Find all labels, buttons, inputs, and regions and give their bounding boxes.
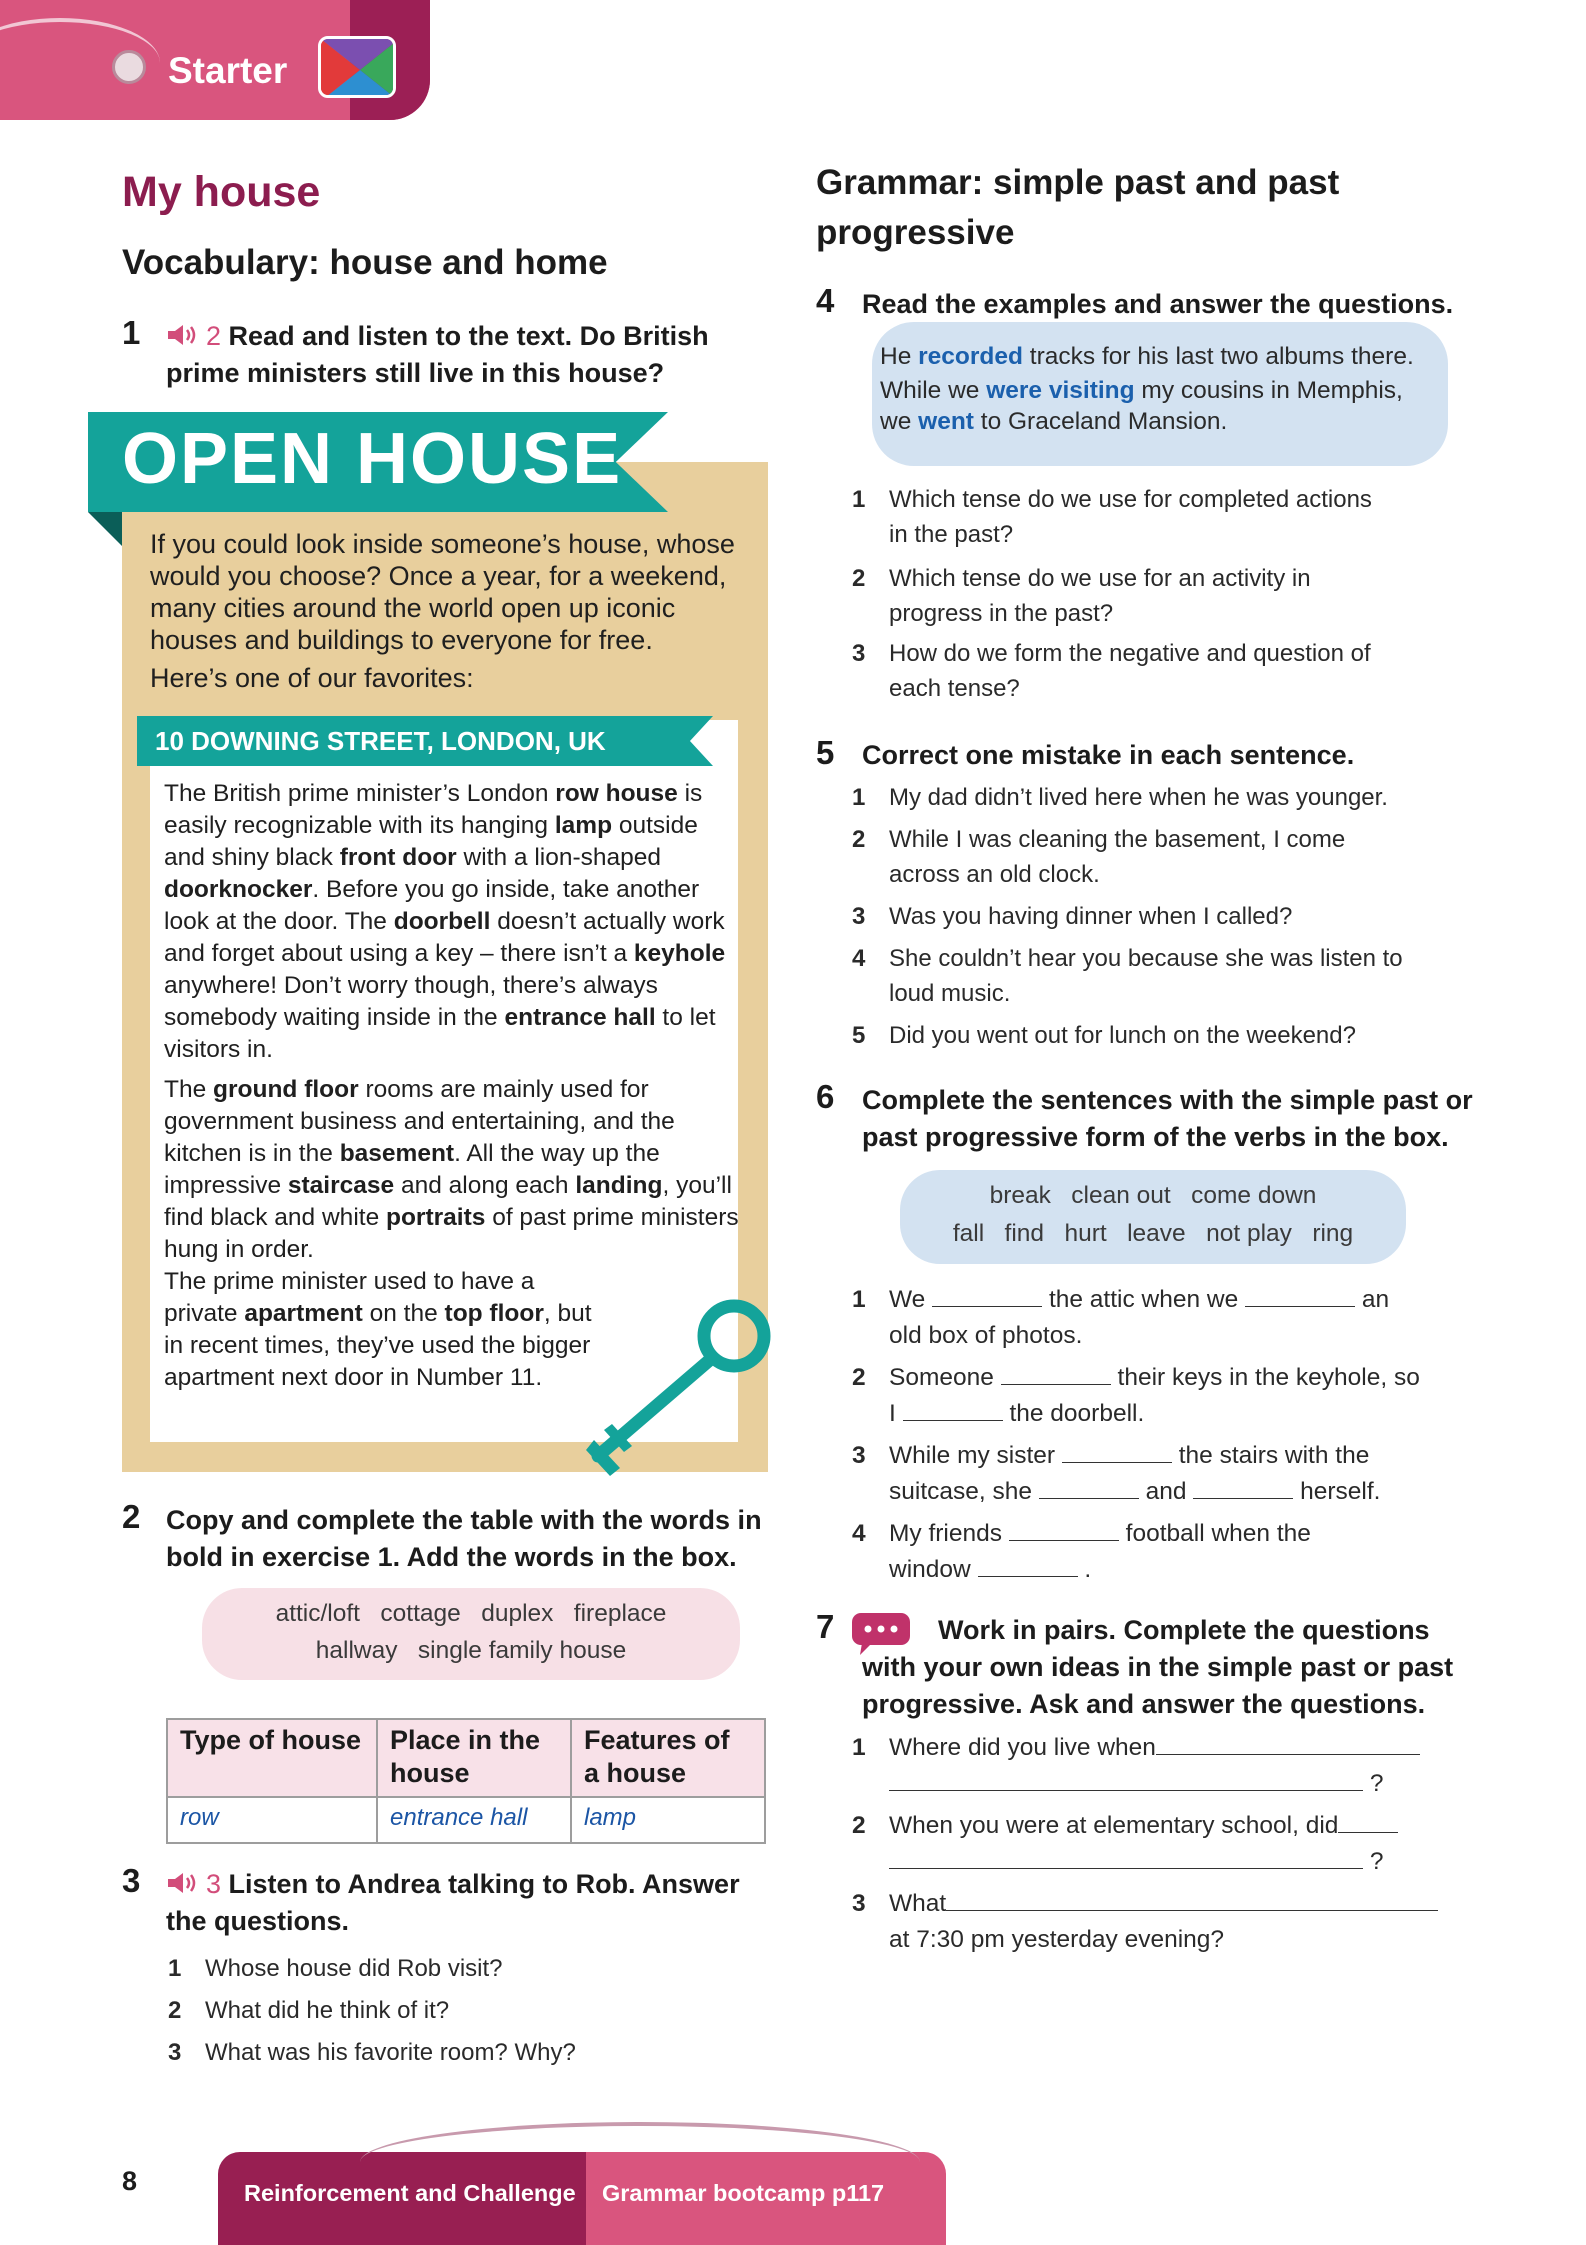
exercise-6-number: 6 <box>816 1078 835 1115</box>
table-cell: lamp <box>571 1797 765 1843</box>
exercise-7-number: 7 <box>816 1608 835 1645</box>
word-box-line: hallway single family house <box>315 1637 627 1664</box>
list-item: 2 While I was cleaning the basement, I come across an old clock. <box>852 826 1346 888</box>
exercise-2-instruction: Copy and complete the table with the words in bold in exercise 1. Add the words in the box. <box>166 1505 762 1572</box>
answer-blank[interactable] <box>1156 1733 1420 1755</box>
answer-blank[interactable] <box>946 1889 1438 1911</box>
exercise-4-questions <box>852 482 1472 706</box>
answer-blank[interactable] <box>903 1399 1003 1421</box>
track-number: 3 <box>206 1869 222 1899</box>
paragraph-2: The ground floor rooms are mainly used for government business and entertaining, and the kitchen is in the basement. All the way up the impressive staircase and along each landing, you’ll find black and white portraits of past prime ministers hung in order. <box>164 1076 739 1263</box>
list-item: 3 Was you having dinner when I called? <box>852 903 1293 930</box>
answer-blank[interactable] <box>1338 1811 1398 1833</box>
starter-tab <box>0 0 430 120</box>
logo-icon <box>318 36 396 98</box>
reinforcement-label: Reinforcement and Challenge <box>244 2180 576 2206</box>
list-item: 1 We the attic when we an old box of photos. <box>852 1286 1390 1349</box>
list-item: 1 Where did you live when ? <box>852 1730 1462 1802</box>
intro-line: would you choose? Once a year, for a weekend, <box>150 561 727 591</box>
answer-blank[interactable] <box>1009 1519 1119 1541</box>
downing-street-title: 10 DOWNING STREET, LONDON, UK <box>155 726 606 756</box>
exercise-3-questions <box>168 1948 768 2074</box>
list-item: 4 My friends football when the window . <box>852 1520 1311 1583</box>
answer-blank[interactable] <box>1039 1477 1139 1499</box>
table-cell: row <box>167 1797 377 1843</box>
exercise-5-number: 5 <box>816 734 835 771</box>
audio-icon[interactable] <box>166 322 206 348</box>
instruction-line: Read and listen to the text. Do British <box>228 321 709 351</box>
page-title: My house <box>122 168 321 216</box>
answer-blank[interactable] <box>1062 1441 1172 1463</box>
list-item: 5 Did you went out for lunch on the weekend? <box>852 1022 1356 1049</box>
list-item: 2 Which tense do we use for an activity in progress in the past? <box>852 565 1311 627</box>
answer-blank[interactable] <box>889 1847 1363 1869</box>
exercise-5-instruction: Correct one mistake in each sentence. <box>862 740 1355 770</box>
verb-box-line: fall find hurt leave not play ring <box>952 1220 1354 1247</box>
answer-blank[interactable] <box>1001 1363 1111 1385</box>
track-number: 2 <box>206 321 222 351</box>
banner-fold <box>88 512 122 546</box>
list-item: 3 What was his favorite room? Why? <box>168 2039 576 2066</box>
answer-blank[interactable] <box>1245 1285 1355 1307</box>
table-cell: entrance hall <box>377 1797 571 1843</box>
intro-line: Here’s one of our favorites: <box>150 663 474 693</box>
audio-icon[interactable] <box>166 1870 206 1896</box>
exercise-1-number: 1 <box>122 314 141 351</box>
exercise-6-items <box>852 1282 1462 1588</box>
answer-blank[interactable] <box>978 1555 1078 1577</box>
section-label: Starter <box>168 50 288 91</box>
instruction-line: prime ministers still live in this house? <box>166 358 665 388</box>
list-item: 4 She couldn’t hear you because she was listen to loud music. <box>852 945 1403 1007</box>
intro-line: many cities around the world open up iconic <box>150 593 676 623</box>
exercise-3-number: 3 <box>122 1862 141 1899</box>
vocabulary-table <box>166 1718 766 1844</box>
answer-blank[interactable] <box>1193 1477 1293 1499</box>
exercise-2-number: 2 <box>122 1498 141 1535</box>
paragraph-1: The British prime minister’s London row house is easily recognizable with its hanging lamp outside and shiny black front door with a lion-shaped doorknocker. Before you go inside, take another look at the door. The doorbell doesn’t actually work and forget about using a key – there isn’t a keyhole anywhere! Don’t worry though, there’s always somebody waiting inside in the entrance hall to let visitors in. <box>164 780 726 1063</box>
table-header: Place in the house <box>377 1719 571 1797</box>
answer-blank[interactable] <box>889 1769 1363 1791</box>
example-line: we went to Graceland Mansion. <box>880 408 1228 435</box>
page-number: 8 <box>122 2166 138 2196</box>
word-box-line: attic/loft cottage duplex fireplace <box>275 1600 667 1627</box>
table-header-row <box>167 1719 765 1797</box>
exercise-7-items <box>852 1730 1462 1958</box>
list-item: 3 While my sister the stairs with the suitcase, she and herself. <box>852 1442 1381 1505</box>
list-item: 1 My dad didn’t lived here when he was younger. <box>852 784 1388 811</box>
list-item: 3 How do we form the negative and question of each tense? <box>852 640 1371 702</box>
example-line: He recorded tracks for his last two albums there. <box>880 343 1414 370</box>
paragraph-3: The prime minister used to have a private apartment on the top floor, but in recent times, they’ve used the bigger apartment next door in Number 11. <box>164 1268 592 1391</box>
table-row <box>167 1797 765 1843</box>
grammar-heading: Grammar: simple past and past progressive <box>816 163 1340 252</box>
exercise-1-instruction <box>166 318 786 392</box>
list-item: 1 Whose house did Rob visit? <box>168 1955 503 1982</box>
exercise-4-number: 4 <box>816 282 835 319</box>
exercise-6-instruction: Complete the sentences with the simple past or past progressive form of the verbs in the box. <box>862 1085 1473 1152</box>
grammar-bootcamp-label: Grammar bootcamp p117 <box>602 2180 885 2206</box>
list-item: 1 Which tense do we use for completed actions in the past? <box>852 486 1372 548</box>
table-header: Features of a house <box>571 1719 765 1797</box>
list-item: 2 Someone their keys in the keyhole, so I the doorbell. <box>852 1364 1420 1427</box>
exercise-7-instruction: Work in pairs. Complete the questions with your own ideas in the simple past or past progressive. Ask and answer the questions. <box>862 1615 1454 1719</box>
list-item: 2 When you were at elementary school, did ? <box>852 1808 1462 1880</box>
exercise-3-instruction: 3 Listen to Andrea talking to Rob. Answer the questions. <box>166 1869 740 1936</box>
footer-decoration <box>360 2122 920 2202</box>
intro-line: If you could look inside someone’s house, whose <box>150 529 735 559</box>
list-item: 2 What did he think of it? <box>168 1997 450 2024</box>
example-line: While we were visiting my cousins in Memphis, <box>880 377 1403 404</box>
exercise-4-instruction: Read the examples and answer the questions. <box>862 289 1454 319</box>
answer-blank[interactable] <box>932 1285 1042 1307</box>
cd-icon <box>112 50 146 84</box>
table-header: Type of house <box>167 1719 377 1797</box>
exercise-5-items <box>852 780 1472 1053</box>
open-house-title: OPEN HOUSE <box>122 419 623 499</box>
verb-box-line: break clean out come down <box>989 1182 1317 1209</box>
intro-line: houses and buildings to everyone for free. <box>150 625 653 655</box>
verb-box <box>900 1170 1406 1264</box>
vocabulary-heading: Vocabulary: house and home <box>122 243 608 282</box>
open-house-intro <box>150 528 762 694</box>
examples-text <box>870 340 1450 439</box>
list-item: 3 What at 7:30 pm yesterday evening? <box>852 1886 1462 1958</box>
key-icon <box>548 1290 788 1478</box>
word-box <box>202 1588 740 1680</box>
